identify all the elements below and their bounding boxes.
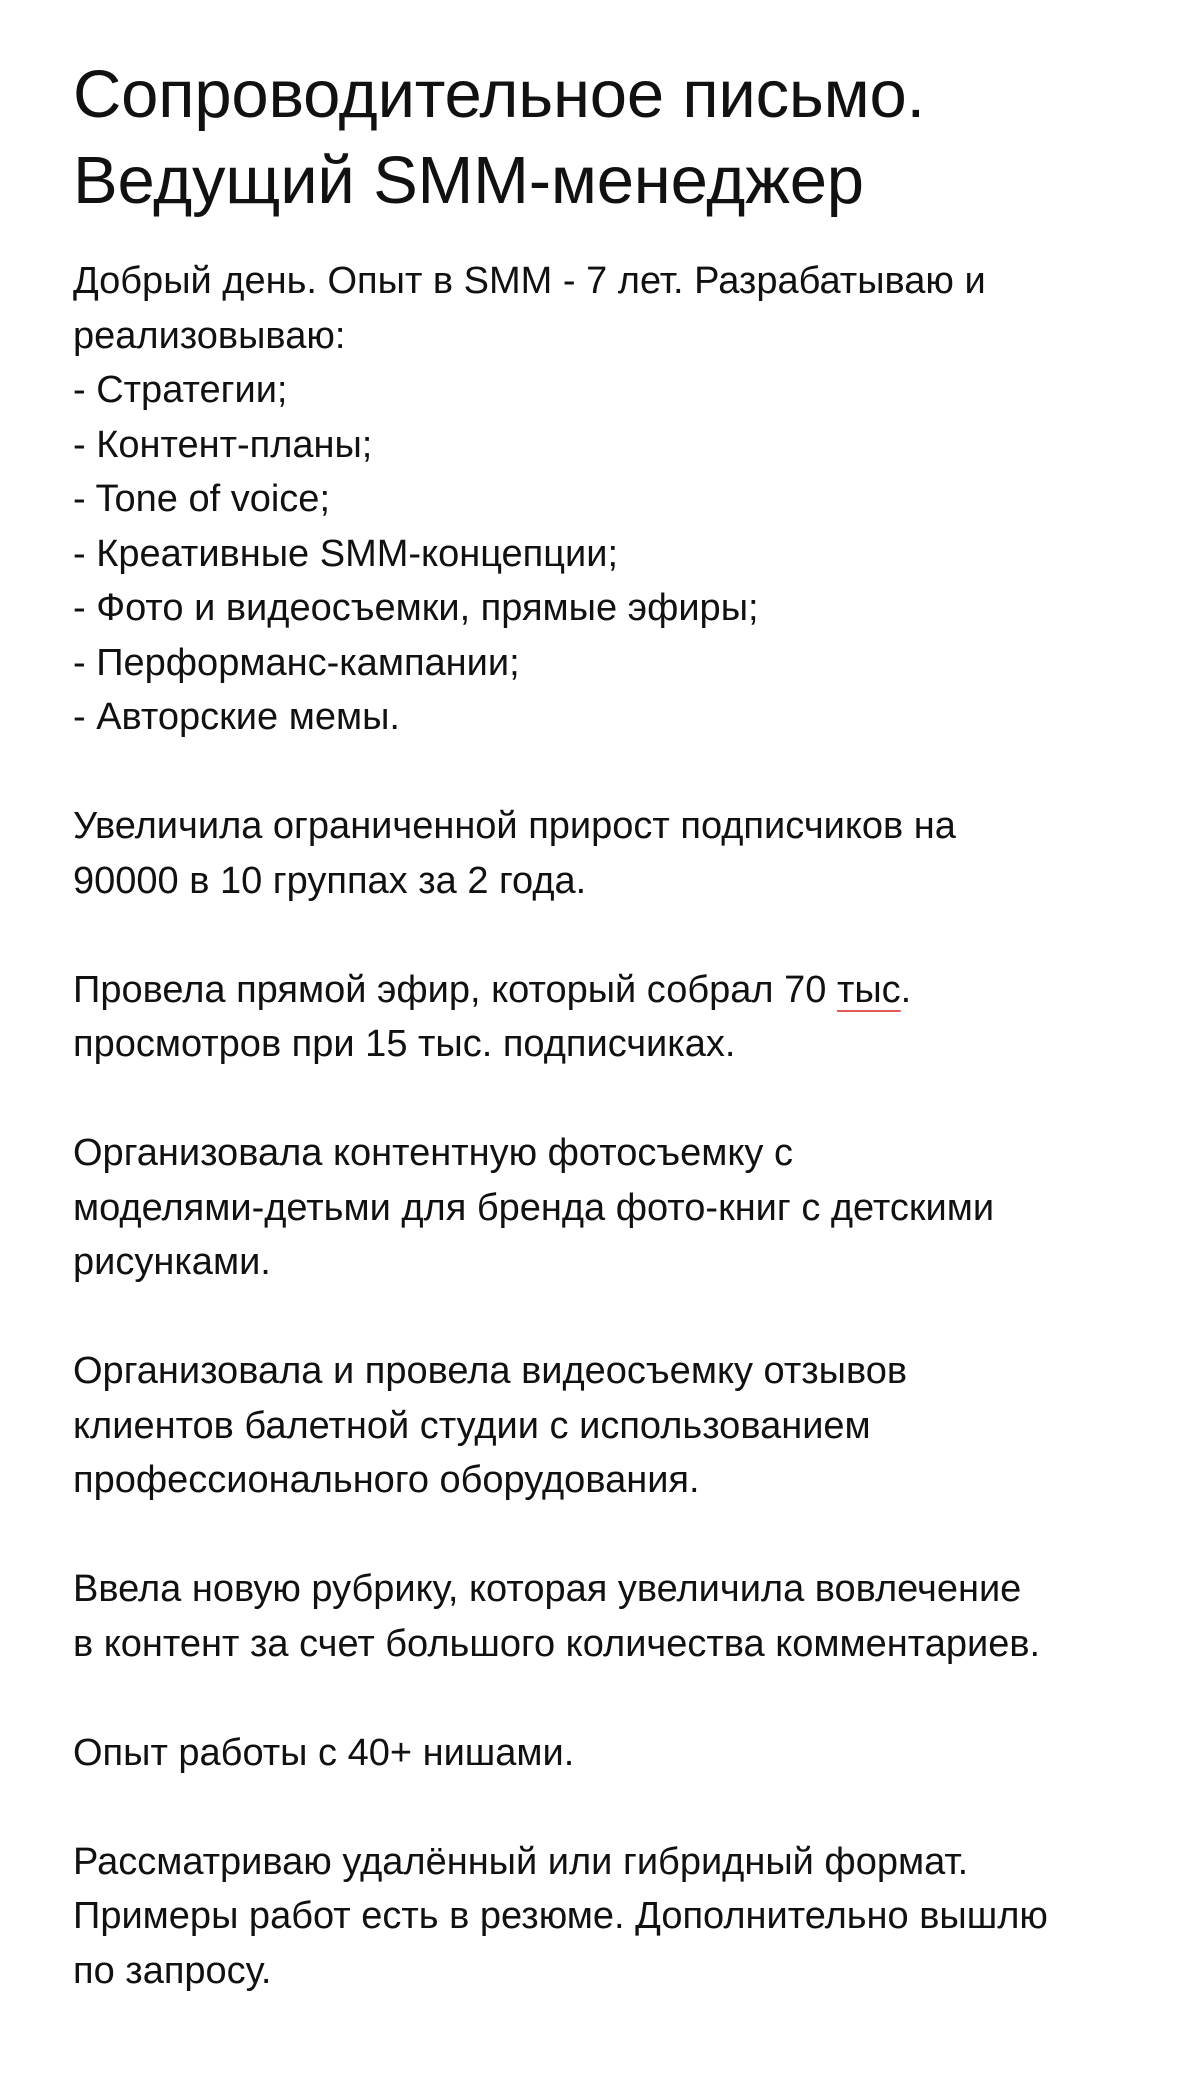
paragraph-line: Ввела новую рубрику, которая увеличила вовлечение [73,1568,1022,1610]
title-line-2: Ведущий SMM-менеджер [73,143,864,218]
paragraph-gap [73,908,1128,963]
intro-paragraph [73,254,1128,745]
title-line-1: Сопроводительное письмо. [73,57,925,132]
intro-line: Добрый день. Опыт в SMM - 7 лет. Разрабатываю и [73,260,986,302]
paragraph-gap [73,1508,1128,1563]
intro-line: реализовываю: [73,314,346,357]
letter-body [73,254,1128,1998]
list-item-smm-concepts: - Креативные SMM-концепции; [73,532,619,575]
list-item-photo-video: - Фото и видеосъемки, прямые эфиры; [73,587,759,629]
live-stream-paragraph [73,963,1128,1072]
paragraph-line: профессионального оборудования. [73,1459,700,1501]
list-item-strategies: - Стратегии; [73,369,288,411]
paragraph-line: Опыт работы с 40+ нишами. [73,1731,575,1774]
paragraph-line: клиентов балетной студии с использованием [73,1404,871,1447]
work-format-paragraph [73,1835,1128,1999]
paragraph-line: Увеличила ограниченной прирост подписчиков на [73,805,956,847]
niches-paragraph [73,1726,1128,1781]
paragraph-line: моделями-детьми для бренда фото-книг с детскими [73,1186,995,1229]
paragraph-gap [73,1072,1128,1127]
list-item-content-plans: - Контент-планы; [73,423,373,466]
paragraph-gap [73,745,1128,800]
paragraph-line: рисунками. [73,1241,271,1283]
paragraph-line: 90000 в 10 группах за 2 года. [73,859,587,902]
paragraph-line: в контент за счет большого количества комментариев. [73,1622,1041,1665]
paragraph-line: Рассматриваю удалённый или гибридный формат. [73,1840,969,1883]
list-item-tone-of-voice: - Tone of voice; [73,478,331,520]
paragraph-gap [73,1671,1128,1726]
document-title [73,52,1128,224]
paragraph-line: Организовала и провела видеосъемку отзывов [73,1350,908,1392]
text-segment: . [900,968,912,1011]
paragraph-gap [73,1780,1128,1835]
paragraph-line: Организовала контентную фотосъемку с [73,1132,793,1174]
video-shoot-paragraph [73,1344,1128,1508]
paragraph-line: Примеры работ есть в резюме. Дополнительно вышлю [73,1895,1048,1937]
growth-paragraph [73,799,1128,908]
list-item-memes: - Авторские мемы. [73,696,400,738]
paragraph-line: просмотров при 15 тыс. подписчиках. [73,1023,736,1065]
photo-shoot-paragraph [73,1126,1128,1290]
paragraph-line [73,963,1128,1018]
rubric-paragraph [73,1562,1128,1671]
list-item-performance: - Перформанс-кампании; [73,641,520,684]
paragraph-line: по запросу. [73,1949,272,1992]
paragraph-gap [73,1290,1128,1345]
spellcheck-underlined-word[interactable]: тыс [836,968,901,1011]
text-segment: Провела прямой эфир, который собрал 70 [73,968,837,1011]
